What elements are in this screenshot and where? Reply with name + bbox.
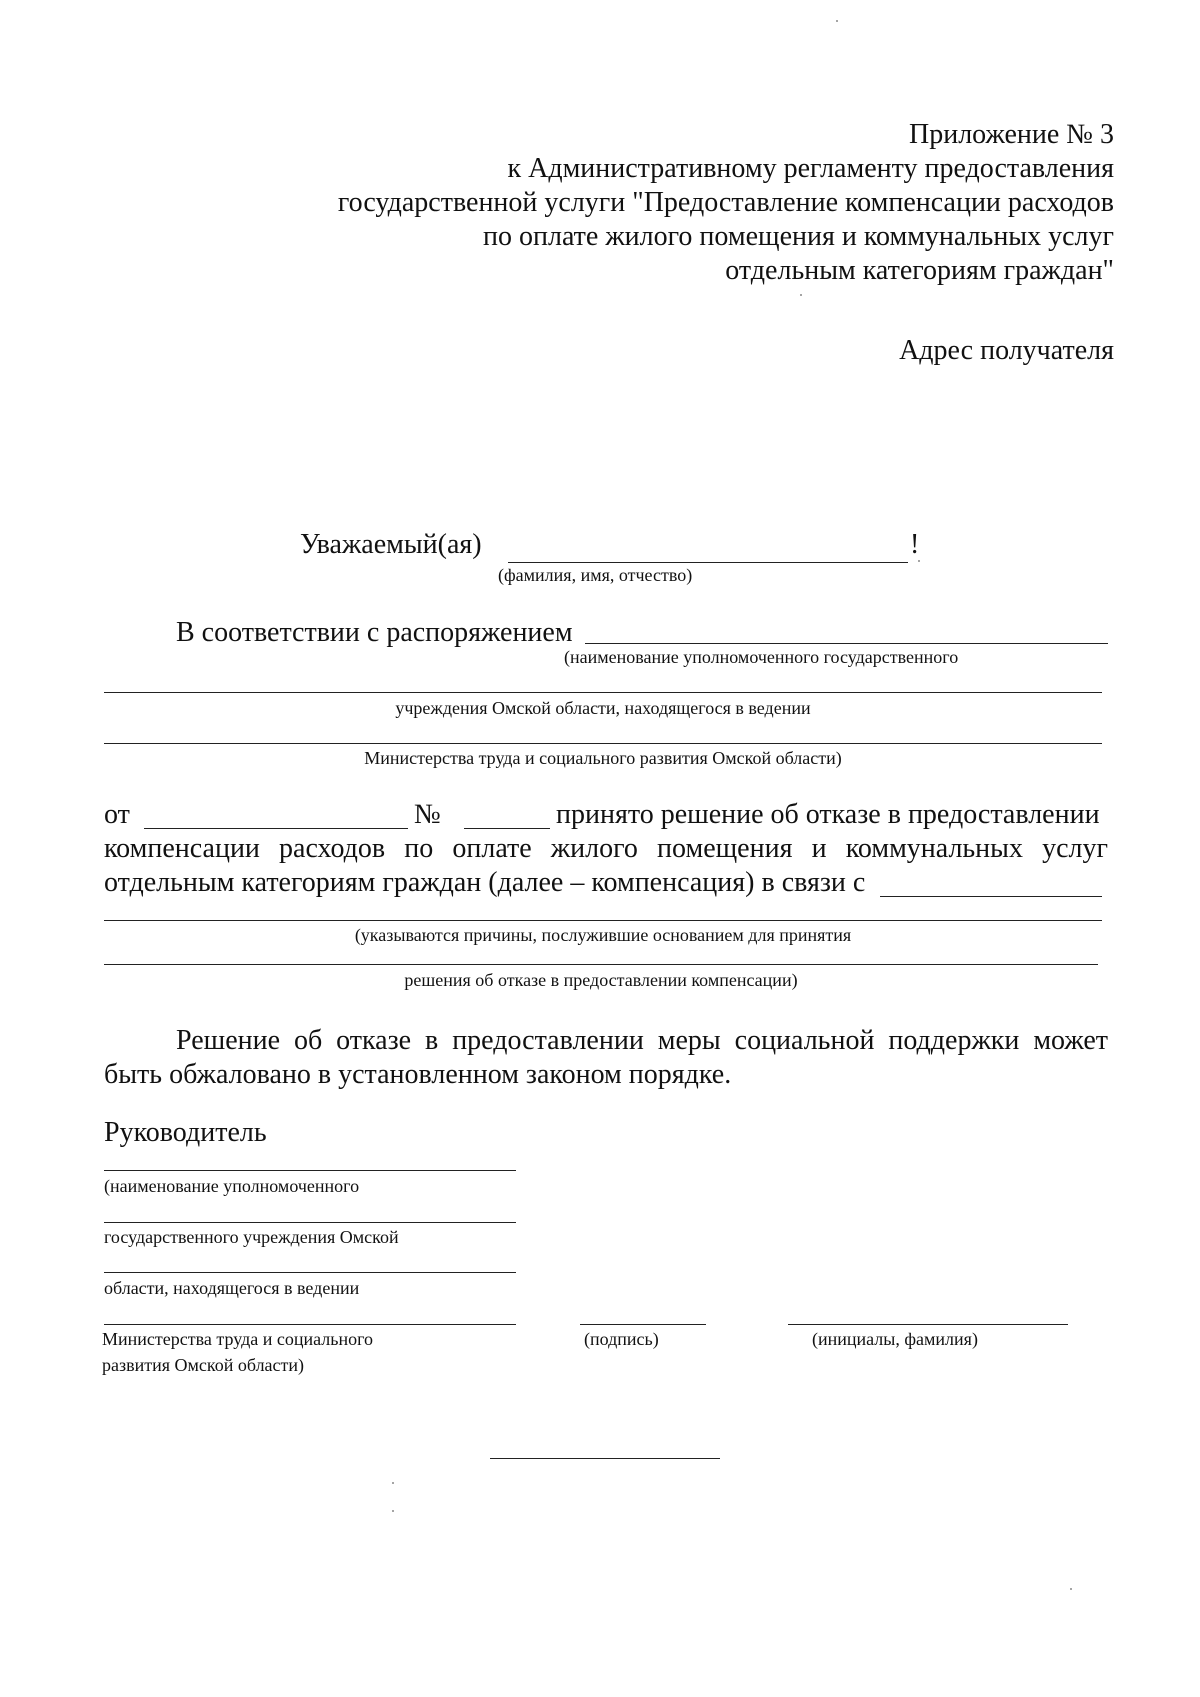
order-line-1: [585, 643, 1108, 644]
appeal-line-1: Решение об отказе в предоставлении меры социальной поддержки может: [176, 1025, 1108, 1056]
salutation-exclamation: !: [910, 529, 920, 560]
signature-line: [580, 1324, 706, 1325]
org-hint-3: области, находящегося в ведении: [104, 1278, 360, 1298]
scan-speck: [918, 560, 920, 562]
decision-reason-line-3: [104, 964, 1098, 965]
head-label: Руководитель: [104, 1117, 267, 1148]
org-line-2: [104, 1222, 516, 1223]
decision-from-label: от: [104, 799, 130, 830]
salutation-name-line: [508, 562, 908, 563]
header-line-2: государственной услуги "Предоставление компенсации расходов: [337, 187, 1114, 218]
recipient-address-label: Адрес получателя: [899, 335, 1114, 366]
decision-text-3: отдельным категориям граждан (далее – компенсация) в связи с: [104, 867, 866, 898]
scan-speck: [392, 1482, 394, 1484]
order-hint-2: учреждения Омской области, находящегося в ведении: [395, 698, 811, 718]
org-hint-5: развития Омской области): [102, 1355, 305, 1375]
initials-line: [788, 1324, 1068, 1325]
decision-text-2: компенсации расходов по оплате жилого помещения и коммунальных услуг: [104, 833, 1108, 864]
scan-speck: [1070, 1588, 1072, 1590]
order-hint-3: Министерства труда и социального развития Омской области): [364, 748, 842, 768]
salutation-prefix: Уважаемый(ая): [300, 529, 482, 560]
org-hint-2: государственного учреждения Омской: [104, 1227, 399, 1247]
decision-hint-2: решения об отказе в предоставлении компенсации): [404, 970, 798, 990]
header-line-3: по оплате жилого помещения и коммунальных услуг: [483, 221, 1114, 252]
scan-speck: [836, 20, 838, 22]
decision-number-label: №: [414, 799, 441, 830]
org-line-3: [104, 1272, 516, 1273]
decision-text-1: принято решение об отказе в предоставлении: [556, 799, 1100, 830]
salutation-hint: (фамилия, имя, отчество): [498, 565, 693, 585]
decision-hint-1: (указываются причины, послужившие основанием для принятия: [354, 925, 852, 945]
decision-reason-line-2: [104, 920, 1102, 921]
initials-hint: (инициалы, фамилия): [812, 1329, 978, 1349]
order-hint-1: (наименование уполномоченного государственного: [564, 647, 959, 667]
scan-speck: [392, 1510, 394, 1512]
header-line-1: к Административному регламенту предоставления: [507, 153, 1114, 184]
order-line-3: [104, 743, 1102, 744]
header-line-4: отдельным категориям граждан": [725, 255, 1114, 286]
org-hint-4: Министерства труда и социального: [102, 1329, 374, 1349]
decision-reason-line-1: [880, 896, 1102, 897]
org-hint-1: (наименование уполномоченного: [104, 1176, 360, 1196]
order-prefix: В соответствии с распоряжением: [176, 617, 573, 648]
order-line-2: [104, 692, 1102, 693]
org-line-4: [104, 1324, 516, 1325]
signature-hint: (подпись): [584, 1329, 659, 1349]
bottom-separator-line: [490, 1458, 720, 1459]
decision-number-line: [464, 828, 550, 829]
scan-speck: [800, 294, 802, 296]
decision-date-line: [144, 828, 408, 829]
org-line-1: [104, 1170, 516, 1171]
appendix-title: Приложение № 3: [909, 119, 1114, 150]
appeal-line-2: быть обжаловано в установленном законом порядке.: [104, 1059, 732, 1090]
